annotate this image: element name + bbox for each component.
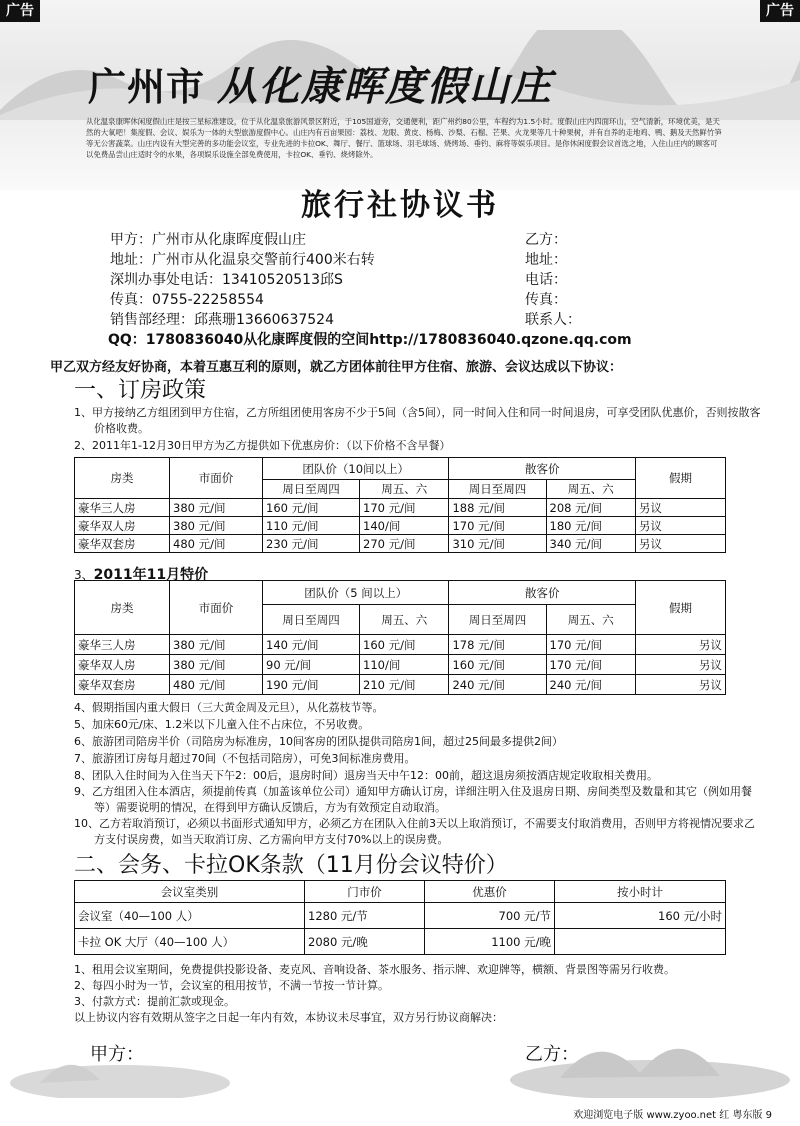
cell: 178 元/间: [449, 635, 546, 655]
header-group-price: 团队价（5 间以上）: [263, 581, 449, 605]
section-2-heading: 二、会务、卡拉OK条款（11月份会议特价）: [74, 853, 508, 878]
cell: 180 元/间: [546, 517, 636, 535]
cell: 170 元/间: [360, 499, 449, 517]
sub-weekend: 周五、六: [546, 605, 636, 635]
party-b-info: [525, 230, 581, 330]
sub-weekday: 周日至周四: [263, 480, 360, 499]
cell: 另议: [636, 535, 726, 553]
party-b-line: 联系人：: [525, 312, 581, 328]
term-item: 3、付款方式：提前汇款或现金。: [74, 995, 235, 1008]
cell: 210 元/间: [360, 675, 449, 695]
table-row: [75, 535, 726, 553]
cell: 190 元/间: [263, 675, 360, 695]
party-a-line: 甲方：广州市从化康晖度假山庄: [110, 232, 306, 248]
cell: 豪华双人房: [75, 655, 170, 675]
cell: 700 元/节: [425, 903, 555, 929]
agreement-intro: 甲乙双方经友好协商，本着互惠互利的原则，就乙方团体前往甲方住宿、旅游、会议达成以下协议：: [50, 360, 623, 375]
policy-item-1: 1、甲方接纳乙方组团到甲方住宿，乙方所组团使用客房不少于5间（含5间），同一时间入住和同一时间退房，可享受团队优惠价，否则按散客价格收费。: [74, 406, 761, 435]
cell: 2080 元/晚: [305, 929, 425, 955]
header-room-category: 会议室类别: [75, 881, 305, 903]
sub-weekend: 周五、六: [546, 480, 636, 499]
sub-weekday: 周日至周四: [449, 480, 546, 499]
table-row: [75, 675, 726, 695]
rule-item: 5、加床60元/床、1.2米以下儿童入住不占床位，不另收费。: [74, 718, 370, 731]
cell: 会议室（40—100 人）: [75, 903, 305, 929]
cell: 170 元/间: [449, 517, 546, 535]
party-b-line: 乙方：: [525, 232, 567, 248]
rule-item: 7、旅游团订房每月超过70间（不包括司陪房），可免3间标准房费用。: [74, 752, 416, 765]
table-row: [75, 903, 726, 929]
cell: 380 元/间: [170, 517, 263, 535]
header-market-price: 市面价: [170, 458, 263, 499]
party-b-line: 地址：: [525, 252, 567, 268]
header-room-type: 房类: [75, 581, 170, 635]
cell: 110 元/间: [263, 517, 360, 535]
sub-weekday: 周日至周四: [449, 605, 546, 635]
cell: 380 元/间: [170, 655, 263, 675]
cell: 170 元/间: [546, 635, 636, 655]
ad-label-right: 广告: [760, 0, 800, 22]
cell: 160 元/小时: [555, 903, 726, 929]
party-a-line: 传真：0755-22258554: [110, 292, 264, 308]
header-discount-price: 优惠价: [425, 881, 555, 903]
cell: 90 元/间: [263, 655, 360, 675]
meeting-room-table: [74, 880, 726, 955]
item-title: 2011年11月特价: [93, 567, 209, 583]
cell: 140/间: [360, 517, 449, 535]
cell: 卡拉 OK 大厅（40—100 人）: [75, 929, 305, 955]
resort-intro: 从化温泉康晖休闲度假山庄是按三星标准建设，位于从化温泉旅游风景区附近，于105国道旁，交通便利，距广州约80公里，车程约为1.5小时。度假山庄内四面环山，空气清新，环境优美，是天然的大氧吧！集度假、会议、娱乐为一体的大型旅游度假中心。山庄内有百亩果园：荔枝、龙眼、黄皮、杨梅、沙梨、石榴、芒果、火龙果等几十种果树，并有自养的走地鸡、鸭、鹅及天然鲜竹笋等无公害蔬菜。山庄内设有大型完善的多功能会议室，专业先进的卡拉OK、舞厅、餐厅、篮球场、羽毛球场、烧烤场、垂钓、麻将等娱乐项目。是你休闲度假会议首选之地，入住山庄内的顾客可以免费品尝山庄适时令的水果，各项娱乐设施全部免费使用，卡拉OK、垂钓、烧烤除外。: [86, 117, 722, 159]
rule-item: 4、假期指国内重大假日（三大黄金周及元旦），从化荔枝节等。: [74, 701, 384, 714]
cell: 160 元/间: [360, 635, 449, 655]
term-item: 2、每四小时为一节，会议室的租用按节，不满一节按一节计算。: [74, 979, 389, 992]
cell: 另议: [636, 517, 726, 535]
cell: 188 元/间: [449, 499, 546, 517]
header-holiday: 假期: [636, 458, 726, 499]
party-a-line: 深圳办事处电话：13410520513邱S: [110, 272, 343, 288]
table-row: [75, 517, 726, 535]
party-a-line: 地址：广州市从化温泉交警前行400米右转: [110, 252, 375, 268]
cell: 270 元/间: [360, 535, 449, 553]
cell: 豪华三人房: [75, 635, 170, 655]
cell: 340 元/间: [546, 535, 636, 553]
header-hourly: 按小时计: [555, 881, 726, 903]
section-1-heading: 一、订房政策: [74, 378, 207, 403]
cell: 140 元/间: [263, 635, 360, 655]
cell: [555, 929, 726, 955]
resort-title: [88, 55, 553, 112]
cell: 240 元/间: [546, 675, 636, 695]
header-single-price: 散客价: [449, 458, 636, 480]
signature-party-a: 甲方：: [90, 1044, 144, 1065]
rule-item: 8、团队入住时间为入住当天下午2：00后，退房时间）退房当天中午12：00前，超这退房须按酒店规定收取相关费用。: [74, 769, 658, 782]
city-name: 广州市: [88, 65, 206, 109]
cell: 380 元/间: [170, 635, 263, 655]
table-row: [75, 929, 726, 955]
cell: 豪华双套房: [75, 535, 170, 553]
header-single-price: 散客价: [449, 581, 636, 605]
term-item: 1、租用会议室期间，免费提供投影设备、麦克风、音响设备、茶水服务、指示牌、欢迎牌等，横额、背景图等需另行收费。: [74, 963, 675, 976]
cell: 160 元/间: [263, 499, 360, 517]
room-price-table-2011: [74, 457, 726, 553]
sub-weekend: 周五、六: [360, 605, 449, 635]
cell: 另议: [636, 499, 726, 517]
room-price-table-nov: [74, 580, 726, 695]
cell: 另议: [636, 635, 726, 655]
cell: 310 元/间: [449, 535, 546, 553]
rule-item: 9、乙方组团入住本酒店，须提前传真（加盖该单位公司）通知甲方确认订房，详细注明入住及退房日期、房间类型及数量和其它（例如用餐等）需要说明的情况，在得到甲方确认反馈后，方为有效预定自动取消。: [74, 785, 752, 814]
page-footer: [0, 1098, 800, 1126]
term-item: 以上协议内容有效期从签字之日起一年内有效，本协议未尽事宜，双方另行协议商解决：: [74, 1011, 503, 1024]
table-row: [75, 499, 726, 517]
item-number: 3、: [74, 568, 94, 582]
cell: 240 元/间: [449, 675, 546, 695]
signature-party-b: 乙方：: [525, 1044, 579, 1065]
table-row: [75, 655, 726, 675]
party-b-line: 电话：: [525, 272, 567, 288]
sub-weekday: 周日至周四: [263, 605, 360, 635]
ad-label-left: 广告: [0, 0, 40, 22]
cell: 110/间: [360, 655, 449, 675]
header-holiday: 假期: [636, 581, 726, 635]
table-row: [75, 635, 726, 655]
party-a-line: 销售部经理：邱燕珊13660637524: [110, 312, 334, 328]
cell: 另议: [636, 655, 726, 675]
policy-item-2: 2、2011年1-12月30日甲方为乙方提供如下优惠房价：（以下价格不含早餐）: [74, 439, 451, 452]
cell: 另议: [636, 675, 726, 695]
cell: 豪华双套房: [75, 675, 170, 695]
cell: 480 元/间: [170, 535, 263, 553]
qq-contact: QQ：1780836040从化康晖度假的空间http://1780836040.qzone.qq.com: [108, 332, 632, 348]
party-b-line: 传真：: [525, 292, 567, 308]
resort-name: 从化康晖度假山庄: [217, 63, 554, 110]
footer-text: 欢迎浏览电子版 www.zyoo.net 红 粤东版 9: [573, 1110, 772, 1121]
sub-weekend: 周五、六: [360, 480, 449, 499]
cell: 380 元/间: [170, 499, 263, 517]
header-list-price: 门市价: [305, 881, 425, 903]
cell: 480 元/间: [170, 675, 263, 695]
rule-item: 6、旅游团司陪房半价（司陪房为标准房，10间客房的团队提供司陪房1间，超过25间最多提供2间）: [74, 735, 563, 748]
cell: 170 元/间: [546, 655, 636, 675]
cell: 1100 元/晚: [425, 929, 555, 955]
header-room-type: 房类: [75, 458, 170, 499]
cell: 豪华三人房: [75, 499, 170, 517]
header-group-price: 团队价（10间以上）: [263, 458, 449, 480]
rule-item: 10、乙方若取消预订，必须以书面形式通知甲方，必须乙方在团队入住前3天以上取消预订，不需要支付取消费用，否则甲方将视情况要求乙方支付误房费，如当天取消订房、乙方需向甲方支付70%以上的误房费。: [74, 817, 755, 846]
cell: 豪华双人房: [75, 517, 170, 535]
party-a-info: [110, 230, 375, 330]
cell: 208 元/间: [546, 499, 636, 517]
header-market-price: 市面价: [170, 581, 263, 635]
document-title: 旅行社协议书: [301, 188, 499, 223]
cell: 1280 元/节: [305, 903, 425, 929]
cell: 230 元/间: [263, 535, 360, 553]
cell: 160 元/间: [449, 655, 546, 675]
